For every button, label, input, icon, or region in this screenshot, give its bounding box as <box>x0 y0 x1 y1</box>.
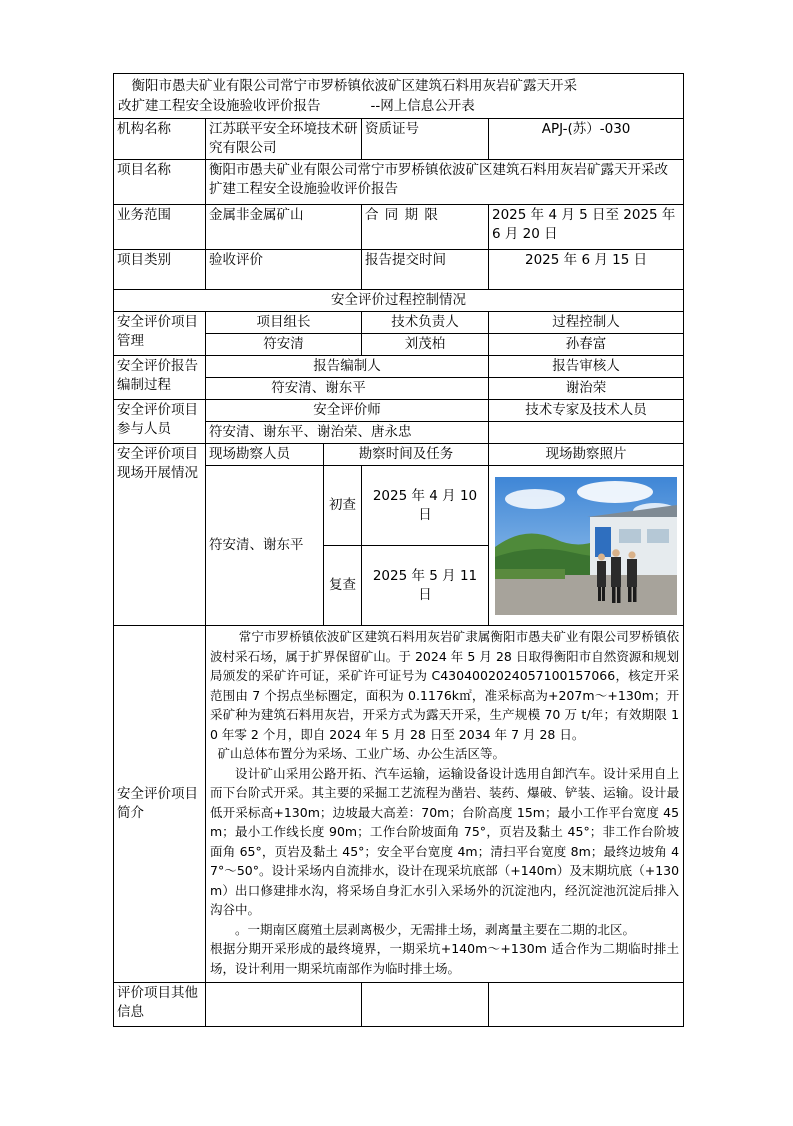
tech-header: 技术负责人 <box>362 312 488 334</box>
submit-label: 报告提交时间 <box>362 250 489 290</box>
reviewer-cell <box>489 356 684 400</box>
leader-cell <box>206 312 362 356</box>
project-name-label: 项目名称 <box>114 160 206 205</box>
reviewer-header: 报告审核人 <box>489 356 683 378</box>
contract-label: 合 同 期 限 <box>362 205 489 250</box>
contract-value: 2025 年 4 月 5 日至 2025 年 6 月 20 日 <box>489 205 684 250</box>
org-value: 江苏联平安全环境技术研究有限公司 <box>206 119 362 160</box>
category-row <box>114 250 684 290</box>
submit-value: 2025 年 6 月 15 日 <box>489 250 684 290</box>
info-table <box>113 73 684 1027</box>
title-suffix: --网上信息公开表 <box>370 98 475 114</box>
management-label: 安全评价项目管理 <box>114 312 206 356</box>
tech-value: 刘茂柏 <box>404 336 446 352</box>
photo-cell <box>489 466 684 626</box>
management-row <box>114 312 684 356</box>
tech-cell <box>362 312 489 356</box>
second-date: 2025 年 5 月 11 日 <box>362 546 489 626</box>
qual-value: APJ-(苏）-030 <box>489 119 684 160</box>
compile-row <box>114 356 684 400</box>
expert-value <box>489 422 683 443</box>
brief-paragraph-1: 常宁市罗桥镇依波矿区建筑石料用灰岩矿隶属衡阳市愚夫矿业有限公司罗桥镇依波村采石场，属于扩界保留矿山。于 2024 年 5 月 28 日取得衡阳市自然资源和规划局颁发的采矿许可证，采矿许可证号为 C4304002024057100157066，核定开采范围由 7 个拐点坐标圈定，面积为 0.1176k㎡，准采标高为+207m～+130m；开采矿种为建筑石料用灰岩，开采方式为露天开采，生产规模 70 万 t/年；有效期限 10 年零 2 个月，即自 2024 年 5 月 28 日至 2034 年 7 月 28 日。 <box>210 629 680 742</box>
writer-value: 符安清、谢东平 <box>271 380 366 396</box>
assessor-cell <box>206 400 489 444</box>
brief-paragraph-4: 。一期南区腐殖土层剥离极少，无需排土场，剥离量主要在二期的北区。 <box>235 921 636 937</box>
second-label: 复查 <box>324 546 362 626</box>
site-header-row <box>114 444 684 466</box>
first-date: 2025 年 4 月 10 日 <box>362 466 489 546</box>
other-row <box>114 983 684 1027</box>
writer-cell <box>206 356 489 400</box>
category-value: 验收评价 <box>206 250 362 290</box>
leader-value: 符安清 <box>263 336 304 352</box>
compile-label: 安全评价报告编制过程 <box>114 356 206 400</box>
org-row <box>114 119 684 160</box>
brief-paragraph-2: 矿山总体布置分为采场、工业广场、办公生活区等。 <box>217 746 506 761</box>
assessor-value: 符安清、谢东平、谢治荣、唐永忠 <box>209 424 412 440</box>
title-row <box>114 74 684 119</box>
reviewer-value: 谢治荣 <box>565 380 607 396</box>
other-cell-3 <box>489 983 684 1027</box>
participants-row <box>114 400 684 444</box>
brief-label: 安全评价项目简介 <box>114 626 206 983</box>
project-name-value: 衡阳市愚夫矿业有限公司常宁市罗桥镇依波矿区建筑石料用灰岩矿露天开采改扩建工程安全设施验收评价报告 <box>206 160 684 205</box>
form-title <box>114 74 684 119</box>
org-label: 机构名称 <box>114 119 206 160</box>
site-label: 安全评价项目现场开展情况 <box>114 444 206 626</box>
time-header: 勘察时间及任务 <box>324 444 489 466</box>
brief-content <box>206 626 684 983</box>
title-line-1: 衡阳市愚夫矿业有限公司常宁市罗桥镇依波矿区建筑石料用灰岩矿露天开采 <box>131 78 577 94</box>
category-label: 项目类别 <box>114 250 206 290</box>
project-name-row <box>114 160 684 205</box>
expert-cell <box>489 400 684 444</box>
other-cell-1 <box>206 983 362 1027</box>
staff-value: 符安清、谢东平 <box>206 466 324 626</box>
process-header-row <box>114 290 684 312</box>
business-row <box>114 205 684 250</box>
disclosure-form <box>113 73 683 1027</box>
brief-paragraph-5: 根据分期开采形成的最终境界，一期采坑+140m～+130m 适合作为二期临时排土场，设计利用一期采坑南部作为临时排土场。 <box>210 941 680 976</box>
site-photo <box>495 477 677 615</box>
business-value: 金属非金属矿山 <box>206 205 362 250</box>
leader-header: 项目组长 <box>206 312 361 334</box>
process-header: 安全评价过程控制情况 <box>114 290 684 312</box>
photo-header: 现场勘察照片 <box>489 444 684 466</box>
ctrl-value: 孙春富 <box>565 336 607 352</box>
expert-header: 技术专家及技术人员 <box>489 400 683 422</box>
ctrl-cell <box>489 312 684 356</box>
brief-paragraph-3: 设计矿山采用公路开拓、汽车运输，运输设备设计选用自卸汽车。设计采用自上而下台阶式开采。其主要的采掘工艺流程为凿岩、装药、爆破、铲装、运输。设计最低开采标高+130m；边坡最大高差：70m；台阶高度 15m；最小工作平台宽度 45m；最小工作线长度 90m；工作台阶坡面角 75°，页岩及黏土 45°；非工作台阶坡面角 65°，页岩及黏土 45°；安全平台宽度 4m；清扫平台宽度 8m；最终边坡角 47°～50°。设计采场内自流排水，设计在现采坑底部（+140m）及末期坑底（+130m）出口修建排水沟，将采场自身汇水引入采场外的沉淀池内，经沉淀池沉淀后排入沟谷中。 <box>210 765 680 917</box>
other-cell-2 <box>362 983 489 1027</box>
assessor-header: 安全评价师 <box>206 400 488 422</box>
qual-label: 资质证号 <box>362 119 489 160</box>
participants-label: 安全评价项目参与人员 <box>114 400 206 444</box>
staff-header: 现场勘察人员 <box>206 444 324 466</box>
ctrl-header: 过程控制人 <box>489 312 683 334</box>
brief-row <box>114 626 684 983</box>
other-label: 评价项目其他信息 <box>114 983 206 1027</box>
business-label: 业务范围 <box>114 205 206 250</box>
first-label: 初查 <box>324 466 362 546</box>
writer-header: 报告编制人 <box>206 356 488 378</box>
title-line-2: 改扩建工程安全设施验收评价报告 --网上信息公开表 <box>118 98 475 114</box>
